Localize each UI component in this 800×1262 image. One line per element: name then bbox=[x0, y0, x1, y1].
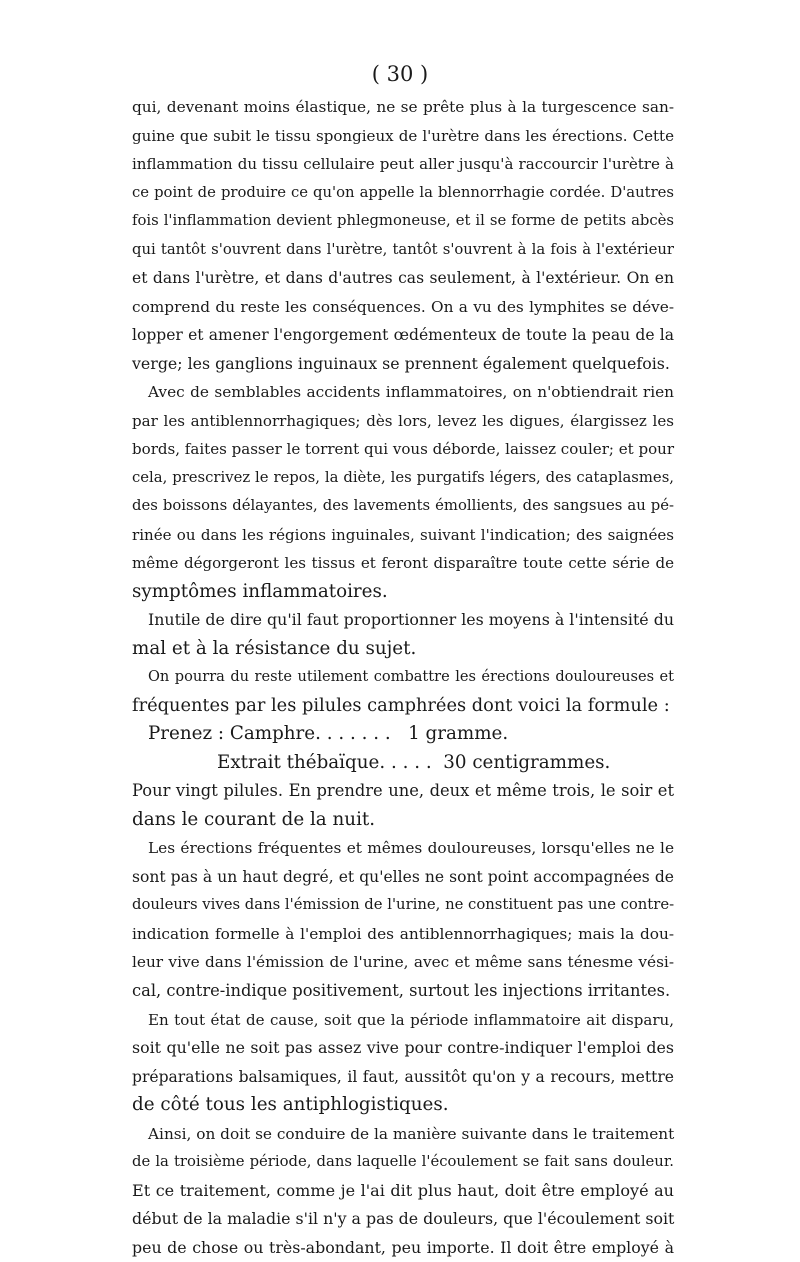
text-line: verge; les ganglions inguinaux se prennent également quelquefois. bbox=[132, 353, 670, 373]
page-number: ( 30 ) bbox=[371, 62, 429, 86]
text-line: mal et à la résistance du sujet. bbox=[132, 637, 417, 659]
text-line: Les érections fréquentes et mêmes douloureuses, lorsqu'elles ne le bbox=[148, 839, 674, 858]
text-line: lopper et amener l'engorgement œdémenteux de toute la peau de la bbox=[132, 326, 674, 345]
formula-line: Extrait thébaïque. . . . . 30 centigrammes. bbox=[217, 751, 611, 773]
text-line: de côté tous les antiphlogistiques. bbox=[132, 1094, 449, 1116]
text-line: douleurs vives dans l'émission de l'urine, ne constituent pas une contre- bbox=[132, 896, 675, 914]
text-line: des boissons délayantes, des lavements émollients, des sangsues au pé- bbox=[132, 497, 674, 515]
text-line: rinée ou dans les régions inguinales, suivant l'indication; des saignées bbox=[132, 525, 674, 544]
text-line: sont pas à un haut degré, et qu'elles ne sont point accompagnées de bbox=[132, 867, 674, 886]
text-line: symptômes inflammatoires. bbox=[132, 580, 388, 602]
text-line: qui, devenant moins élastique, ne se prête plus à la turgescence san- bbox=[132, 98, 674, 116]
text-line: cela, prescrivez le repos, la diète, les purgatifs légers, des cataplasmes, bbox=[132, 468, 674, 486]
text-line: dans le courant de la nuit. bbox=[132, 808, 376, 830]
text-line: comprend du reste les conséquences. On a vu des lymphites se déve- bbox=[132, 297, 674, 316]
text-line: bords, faites passer le torrent qui vous déborde, laissez couler; et pour bbox=[132, 440, 675, 459]
text-line: Ainsi, on doit se conduire de la manière suivante dans le traitement bbox=[148, 1124, 675, 1143]
text-line: de la troisième période, dans laquelle l'écoulement se fait sans douleur. bbox=[132, 1153, 674, 1171]
text-line: Avec de semblables accidents inflammatoires, on n'obtiendrait rien bbox=[148, 383, 674, 402]
text-line: même dégorgeront les tissus et feront disparaître toute cette série de bbox=[132, 554, 674, 573]
text-line: et dans l'urètre, et dans d'autres cas seulement, à l'extérieur. On en bbox=[132, 269, 674, 288]
text-line: guine que subit le tissu spongieux de l'urètre dans les érections. Cette bbox=[132, 126, 674, 145]
formula-line: Prenez : Camphre. . . . . . . 1 gramme. bbox=[148, 723, 509, 745]
text-line: inflammation du tissu cellulaire peut aller jusqu'à raccourcir l'urètre à bbox=[132, 155, 674, 174]
text-line: début de la maladie s'il n'y a pas de douleurs, que l'écoulement soit bbox=[132, 1209, 675, 1229]
text-line: fois l'inflammation devient phlegmoneuse, et il se forme de petits abcès bbox=[132, 212, 674, 230]
text-line: leur vive dans l'émission de l'urine, avec et même sans ténesme vési- bbox=[132, 953, 674, 972]
text-line: peu de chose ou très-abondant, peu importe. Il doit être employé à bbox=[132, 1237, 674, 1257]
body-text bbox=[132, 93, 674, 1262]
text-line: indication formelle à l'emploi des antiblennorrhagiques; mais la dou- bbox=[132, 924, 674, 943]
text-line: fréquentes par les pilules camphrées dont voici la formule : bbox=[132, 694, 670, 716]
text-line: préparations balsamiques, il faut, aussitôt qu'on y a recours, mettre bbox=[132, 1067, 674, 1086]
text-line: soit qu'elle ne soit pas assez vive pour contre-indiquer l'emploi des bbox=[132, 1038, 674, 1058]
text-line: Et ce traitement, comme je l'ai dit plus haut, doit être employé au bbox=[132, 1180, 674, 1200]
text-line: qui tantôt s'ouvrent dans l'urètre, tantôt s'ouvrent à la fois à l'extérieur bbox=[132, 240, 674, 258]
text-line: par les antiblennorrhagiques; dès lors, levez les digues, élargissez les bbox=[132, 411, 674, 430]
text-line: On pourra du reste utilement combattre les érections douloureuses et bbox=[148, 668, 674, 686]
text-line: Inutile de dire qu'il faut proportionner les moyens à l'intensité du bbox=[148, 610, 674, 630]
text-line: cal, contre-indique positivement, surtout les injections irritantes. bbox=[132, 980, 671, 1000]
text-line: En tout état de cause, soit que la période inflammatoire ait disparu, bbox=[148, 1010, 674, 1029]
text-line: Pour vingt pilules. En prendre une, deux et même trois, le soir et bbox=[132, 781, 674, 801]
text-line: ce point de produire ce qu'on appelle la blennorrhagie cordée. D'autres bbox=[132, 183, 674, 201]
